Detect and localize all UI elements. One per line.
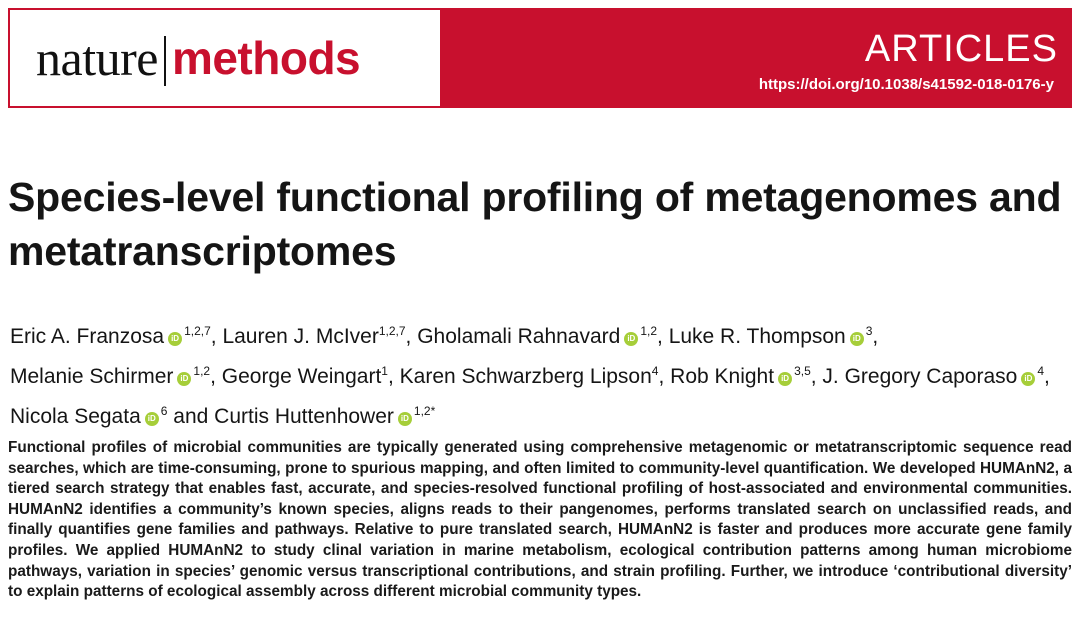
author-separator: , [657, 325, 669, 348]
author-name[interactable]: J. Gregory Caporaso [822, 365, 1018, 388]
logo-nature-text: nature [36, 30, 158, 86]
logo-methods-text: methods [171, 32, 361, 84]
author [10, 325, 211, 348]
author-name[interactable]: Eric A. Franzosa [10, 325, 165, 348]
section-label: ARTICLES [864, 28, 1058, 70]
affiliation-marker: 1,2,7 [184, 324, 211, 338]
orcid-icon[interactable]: iD [398, 412, 412, 426]
author-separator: , [872, 325, 879, 348]
orcid-icon[interactable]: iD [145, 412, 159, 426]
doi-link[interactable]: https://doi.org/10.1038/s41592-018-0176-y [758, 76, 1054, 93]
abstract: Functional profiles of microbial communities are typically generated using comprehensive metagenomic or metatranscriptomic sequence read searches, which are time-consuming, prone to spurious mapping, and often limited to community-level quantification. We developed HUMAnN2, a tiered search strategy that enables fast, accurate, and species-resolved functional profiling of host-associated and environmental communities. HUMAnN2 identifies a community’s known species, aligns reads to their pangenomes, performs translated search on unclassified reads, and finally quantifies gene families and pathways. Relative to pure translated search, HUMAnN2 is faster and produces more accurate gene family profiles. We applied HUMAnN2 to study clinal variation in marine metabolism, ecological contribution patterns among human microbiome pathways, variation in species’ genomic versus transcriptional contributions, and strain profiling. Further, we introduce ‘contributional diversity’ to explain patterns of ecological assembly across different microbial community types. [8, 439, 1072, 601]
author-name[interactable]: Curtis Huttenhower [214, 405, 394, 428]
author-separator: , [810, 365, 823, 388]
author-name[interactable]: George Weingart [221, 365, 382, 388]
orcid-icon[interactable]: iD [850, 332, 864, 346]
orcid-icon[interactable]: iD [778, 372, 792, 386]
journal-header [8, 8, 1072, 108]
orcid-icon[interactable]: iD [177, 372, 191, 386]
author [214, 405, 435, 428]
article-title: Species-level functional profiling of metagenomes and metatranscriptomes [8, 174, 1062, 274]
affiliation-marker: 6 [160, 404, 168, 418]
author-name[interactable]: Nicola Segata [10, 405, 141, 428]
author-separator: , [1044, 365, 1050, 388]
orcid-icon[interactable]: iD [168, 332, 182, 346]
author-separator: , [658, 365, 671, 388]
affiliation-marker: 3 [865, 324, 873, 338]
affiliation-marker: 1 [381, 364, 388, 378]
orcid-icon[interactable]: iD [1021, 372, 1035, 386]
author [222, 325, 405, 348]
author-name[interactable]: Luke R. Thompson [668, 325, 846, 348]
affiliation-marker: 1,2 [640, 324, 658, 338]
affiliation-marker: 4 [1037, 364, 1045, 378]
author [669, 325, 873, 348]
author-separator: , [210, 365, 222, 388]
author [10, 365, 210, 388]
affiliation-marker: 1,2* [413, 404, 436, 418]
author [670, 365, 811, 388]
affiliation-marker: 1,2 [193, 364, 211, 378]
author [822, 365, 1044, 388]
author-separator: , [210, 325, 223, 348]
author-name[interactable]: Lauren J. McIver [222, 325, 379, 348]
author [10, 405, 167, 428]
author-name[interactable]: Melanie Schirmer [10, 365, 174, 388]
author-name[interactable]: Rob Knight [670, 365, 775, 388]
orcid-icon[interactable]: iD [624, 332, 638, 346]
author-name[interactable]: Karen Schwarzberg Lipson [399, 365, 652, 388]
author-separator: , [405, 325, 418, 348]
logo-divider [164, 36, 166, 86]
affiliation-marker: 4 [651, 364, 659, 378]
author [222, 365, 388, 388]
affiliation-marker: 3,5 [794, 364, 811, 378]
author [400, 365, 659, 388]
journal-logo[interactable] [10, 10, 440, 106]
author [417, 325, 657, 348]
author-list [10, 314, 1070, 434]
affiliation-marker: 1,2,7 [378, 324, 406, 338]
author-separator: and [167, 405, 215, 428]
author-name[interactable]: Gholamali Rahnavard [417, 325, 621, 348]
author-separator: , [387, 365, 400, 388]
